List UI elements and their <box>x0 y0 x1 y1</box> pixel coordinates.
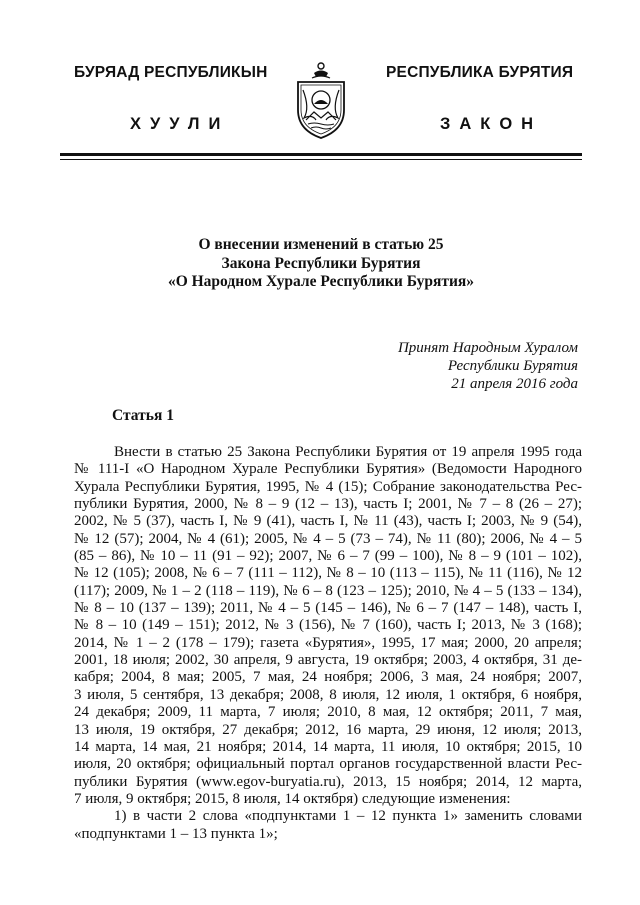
article-text-line: № 8 – 10 (149 – 151); 2012, № 3 (156), № 7 (160), часть I; 2013, № 3 (168); <box>74 617 582 634</box>
article-text-line: 2014, № 1 – 2 (178 – 179); газета «Бурятия», 1995, 17 мая; 2000, 20 апреля; <box>74 634 582 651</box>
article-text-line: 2001, 18 июля; 2002, 30 апреля, 9 августа, 19 октября; 2003, 4 октября, 31 де- <box>74 652 582 669</box>
law-title-line-3: «О Народном Хурале Республики Бурятия» <box>167 273 475 290</box>
article-text-line: 3 июля, 5 сентября, 13 декабря; 2008, 8 июля, 12 июля, 1 октября, 6 ноября, <box>74 686 582 703</box>
article-text-line: № 8 – 10 (137 – 139); 2011, № 4 – 5 (145 – 146), № 6 – 7 (147 – 148), часть I, <box>74 600 582 617</box>
header-rule-thin <box>60 159 582 160</box>
article-text-line: 2002, № 5 (37), часть I, № 9 (41), часть I, № 11 (43), часть I; 2003, № 9 (54), <box>74 513 582 530</box>
article-text-line: «подпунктами 1 – 13 пункта 1»; <box>74 825 278 842</box>
article-text-line: № 12 (105); 2008, № 6 – 7 (111 – 112), № 8 – 10 (113 – 115), № 11 (116), № 12 <box>74 565 582 582</box>
header-rule-thick <box>60 153 582 156</box>
article-text-line: Хурала Республики Бурятия, 1995, № 4 (15); Собрание законодательства Рес- <box>74 478 582 495</box>
adoption-line-1: Принят Народным Хуралом <box>397 340 578 356</box>
law-title-line-1: О внесении изменений в статью 25 <box>198 236 444 253</box>
law-title <box>60 236 582 292</box>
adoption-note <box>398 339 578 393</box>
article-text-line: № 111-I «О Народном Хурале Республики Бурятия» (Ведомости Народного <box>74 461 582 478</box>
adoption-date: 21 апреля 2016 года <box>451 376 578 392</box>
buryatia-coat-of-arms-icon <box>290 60 352 142</box>
article-text-line: (85 – 86), № 10 – 11 (91 – 92); 2007, № 6 – 7 (99 – 100), № 8 – 9 (101 – 102), <box>74 548 582 565</box>
article-text-line: 7 июля, 9 октября; 2015, 8 июля, 14 октября) следующие изменения: <box>74 790 511 807</box>
article-text-line: 1) в части 2 слова «подпунктами 1 – 12 пункта 1» заменить словами <box>114 808 582 825</box>
article-text-line: (117); 2009, № 1 – 2 (118 – 119), № 6 – 8 (123 – 125); 2010, № 4 – 5 (133 – 134), <box>74 582 582 599</box>
header-left-top: БУРЯАД РЕСПУБЛИКЫН <box>74 64 268 81</box>
article-text-line: 24 декабря; 2009, 11 марта, 7 июля; 2010, 8 мая, 12 октября; 2011, 7 мая, <box>74 704 582 721</box>
header-left-bottom: ХУУЛИ <box>130 115 230 133</box>
article-text-line: 14 марта, 14 мая, 21 ноября; 2014, 14 марта, 11 июля, 10 октября; 2015, 10 <box>74 738 582 755</box>
article-text-line: Внести в статью 25 Закона Республики Бурятия от 19 апреля 1995 года <box>114 444 582 460</box>
article-text-line: июля, 20 октября; официальный портал органов государственной власти Рес- <box>74 756 582 773</box>
article-text-line: публики Бурятия, 2000, № 8 – 9 (12 – 13), часть I; 2001, № 7 – 8 (26 – 27); <box>74 496 582 513</box>
header-right-top: РЕСПУБЛИКА БУРЯТИЯ <box>386 64 574 81</box>
law-title-line-2: Закона Республики Бурятия <box>221 254 421 272</box>
article-text-line: № 12 (57); 2004, № 4 (61); 2005, № 4 – 5 (73 – 74), № 11 (80); 2006, № 4 – 5 <box>74 530 582 547</box>
header-right-bottom: ЗАКОН <box>440 115 543 133</box>
article-text-line: публики Бурятия (www.egov-buryatia.ru), 2013, 15 ноября; 2014, 12 марта, <box>74 773 582 790</box>
adoption-line-2: Республики Бурятия <box>447 358 578 374</box>
article-text-line: кабря; 2004, 8 мая; 2005, 7 мая, 24 ноября; 2006, 3 мая, 24 ноября; 2007, <box>74 669 582 686</box>
article-body <box>74 444 582 843</box>
article-heading: Статья 1 <box>112 407 174 424</box>
article-text-line: 13 июля, 19 октября, 27 декабря; 2012, 16 марта, 29 июня, 12 июля; 2013, <box>74 721 582 738</box>
